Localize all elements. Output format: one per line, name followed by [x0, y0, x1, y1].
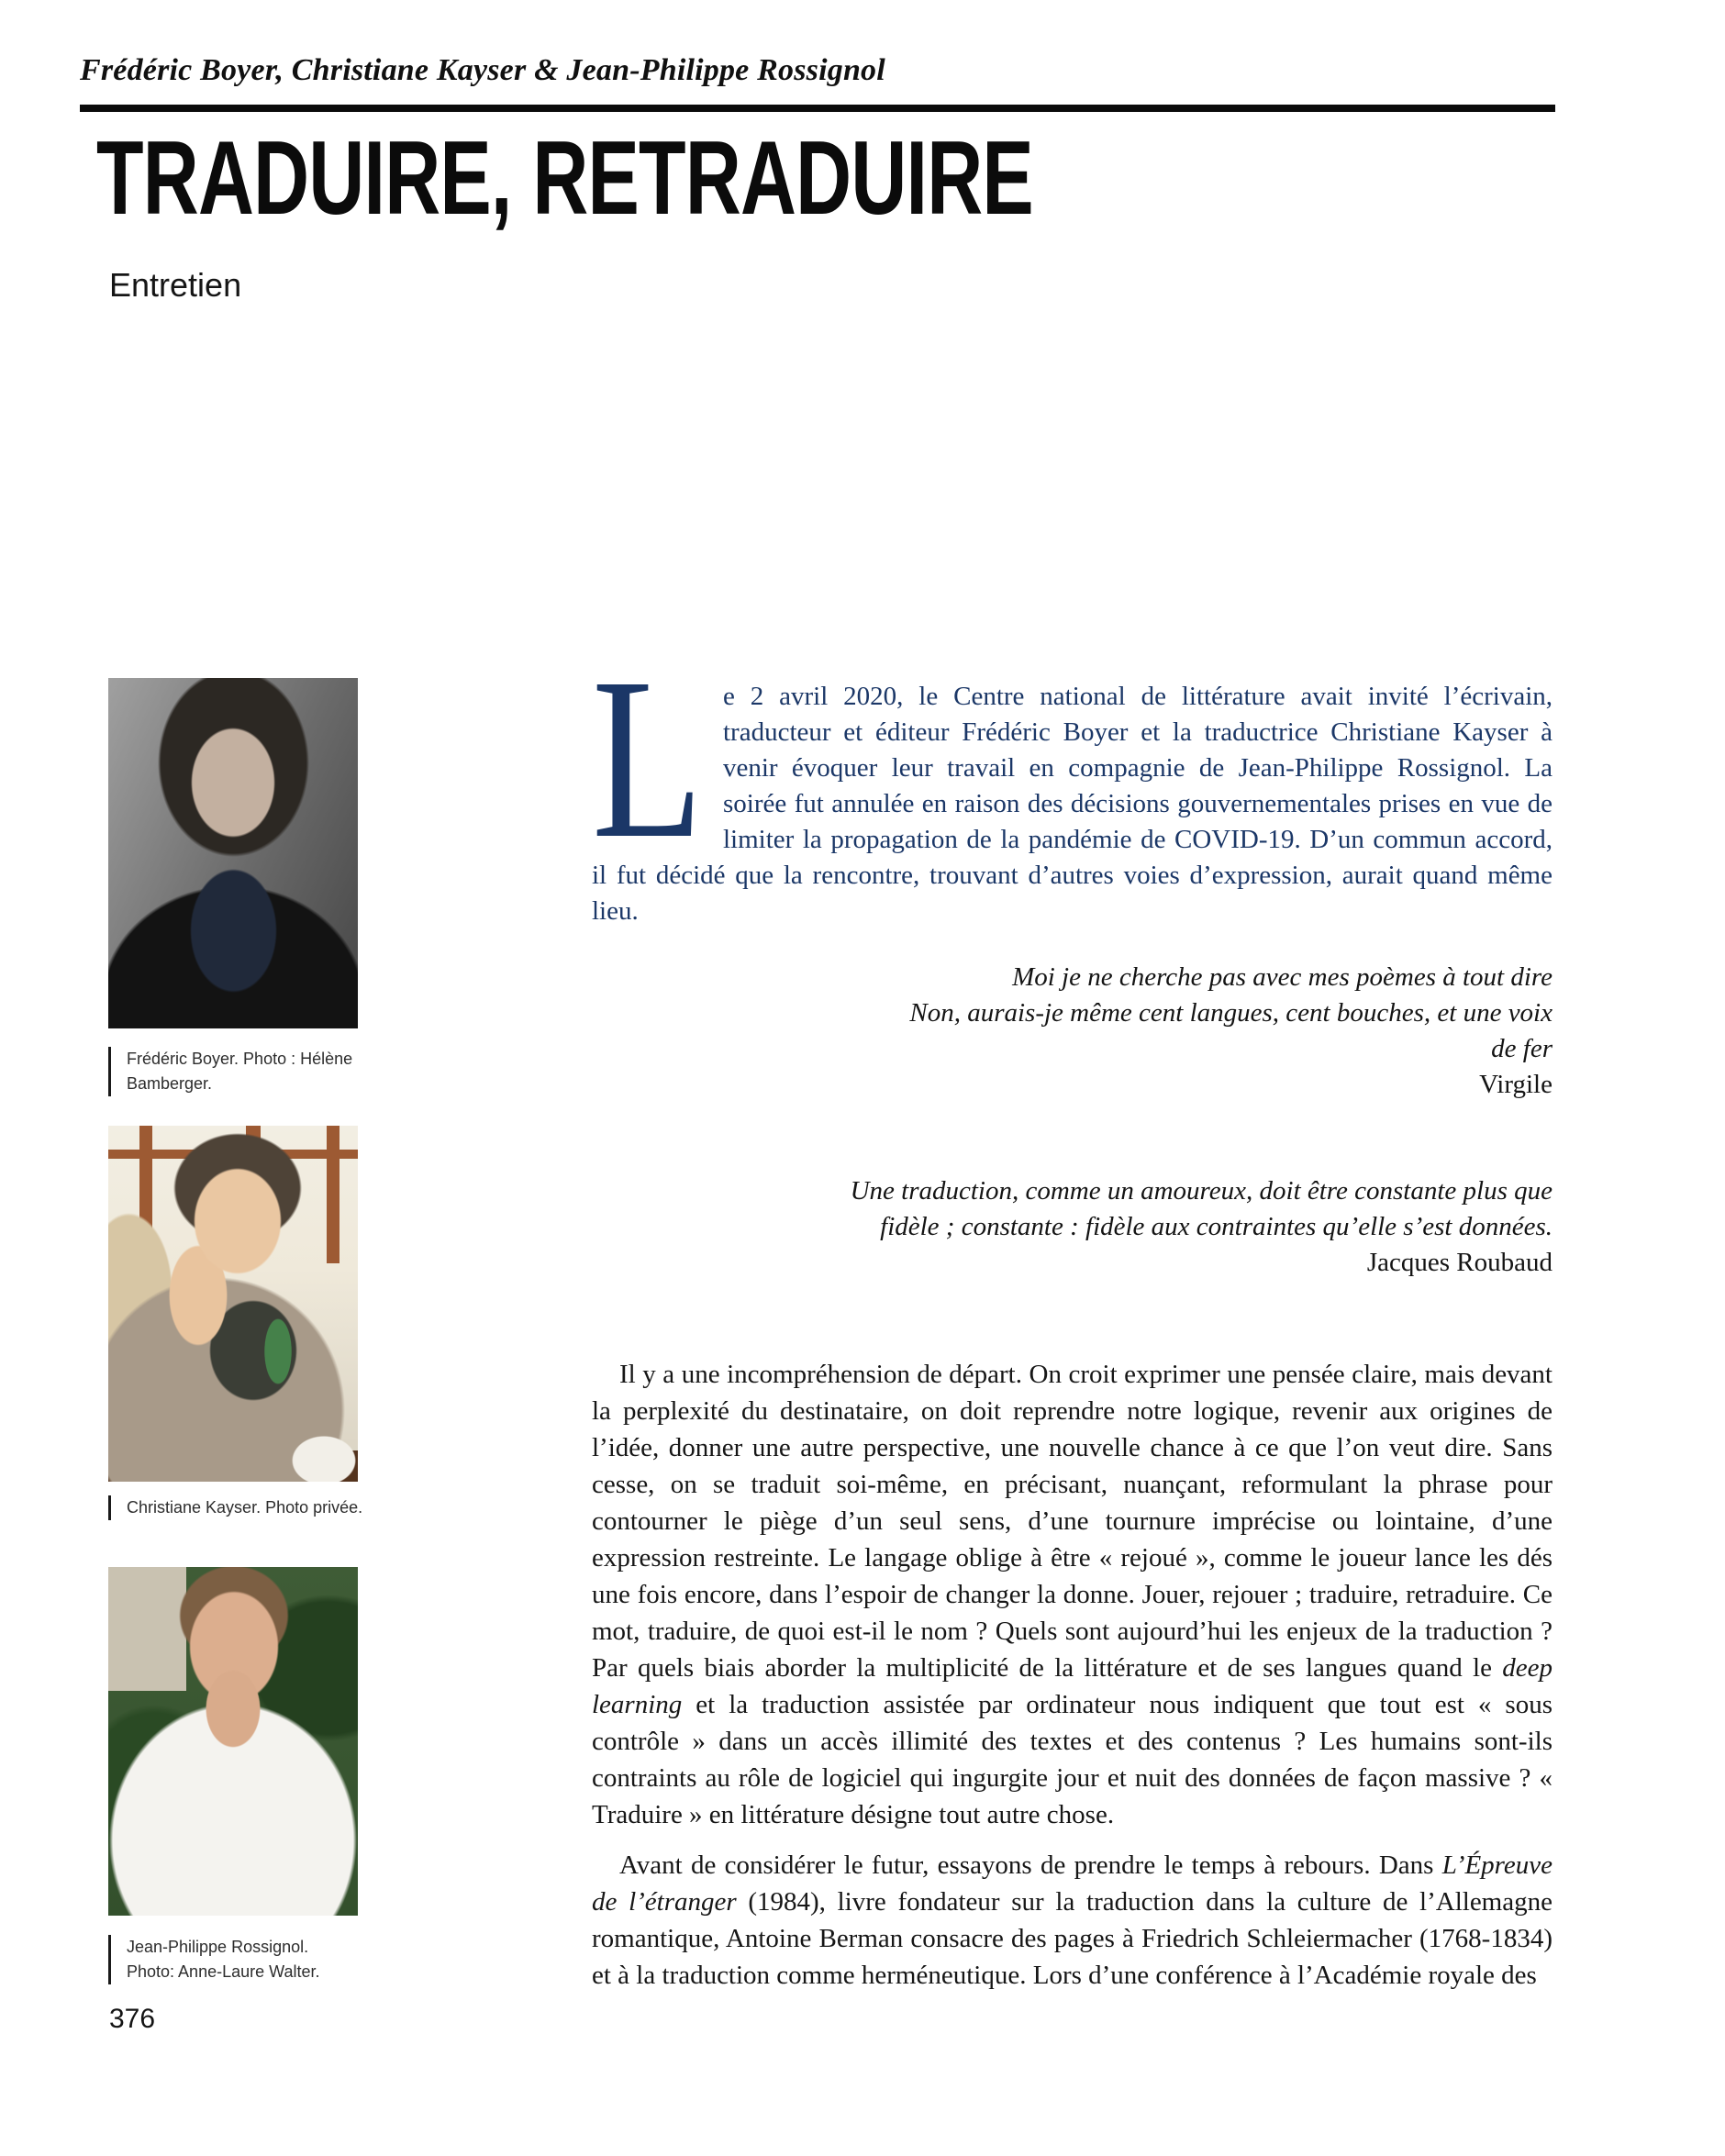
intro-text: e 2 avril 2020, le Centre national de littérature avait invité l’écrivain, traducteur et éditeur Frédéric Boyer et la traductrice Christiane Kayser à venir évoquer leur travail en compagnie de Jean-Philippe Rossignol. La soirée fut annulée en raison des décisions gouvernementales prises en vue de limiter la propagation de la pandémie de COVID-19. D’un commun accord, il fut décidé que la rencontre, trouvant d’autres voies d’expression, aurait quand même lieu. [592, 682, 1552, 926]
epigraph-line: de fer [1491, 1034, 1552, 1063]
genre-label: Entretien [109, 266, 242, 304]
epigraph-line: Une traduction, comme un amoureux, doit être constante plus que [850, 1176, 1552, 1206]
portrait-photo-jean-philippe-rossignol [108, 1567, 358, 1916]
portrait-photo-frederic-boyer [108, 678, 358, 1028]
photo-caption: Frédéric Boyer. Photo : Hélène Bamberger. [108, 1047, 393, 1096]
portrait-photo-christiane-kayser [108, 1126, 358, 1482]
epigraph-line: Non, aurais-je même cent langues, cent bouches, et une voix [909, 998, 1552, 1028]
intro-paragraph [592, 629, 1552, 929]
photo-caption: Jean-Philippe Rossignol. Photo: Anne-Laure Walter. [108, 1935, 356, 1984]
page-title: TRADUIRE, RETRADUIRE [96, 120, 1033, 237]
drop-cap: L [592, 629, 704, 886]
page-number: 376 [109, 2004, 156, 2034]
epigraph-roubaud [592, 1173, 1552, 1281]
epigraph-attribution: Jacques Roubaud [1366, 1248, 1552, 1277]
body-paragraph-2: Avant de considérer le futur, essayons de prendre le temps à rebours. Dans L’Épreuve de l’étranger (1984), livre fondateur sur la traduction dans la culture de l’Allemagne romantique, Antoine Berman consacre des pages à Friedrich Schleiermacher (1768-1834) et à la traduction comme herméneutique. Lors d’une conférence à l’Académie royale des [592, 1850, 1552, 1990]
epigraph-attribution: Virgile [1479, 1070, 1552, 1099]
epigraph-virgile [592, 960, 1552, 1103]
author-line: Frédéric Boyer, Christiane Kayser & Jean-Philippe Rossignol [80, 53, 885, 87]
header-rule [80, 105, 1555, 112]
epigraph-line: Moi je ne cherche pas avec mes poèmes à tout dire [1012, 962, 1552, 992]
epigraph-line: fidèle ; constante : fidèle aux contraintes qu’elle s’est données. [880, 1212, 1552, 1241]
photo-caption: Christiane Kayser. Photo privée. [108, 1495, 429, 1520]
body-paragraph-1: Il y a une incompréhension de départ. On croit exprimer une pensée claire, mais devant la perplexité du destinataire, on doit reprendre notre logique, revenir aux origines de l’idée, donner une autre perspective, une nouvelle chance à ce que l’on veut dire. Sans cesse, on se traduit soi-même, en précisant, nuançant, reformulant la phrase pour contourner le piège d’un seul sens, d’une tournure imprécise ou lointaine, d’une expression restreinte. Le langage oblige à être « rejoué », comme le joueur lance les dés une fois encore, dans l’espoir de changer la donne. Jouer, rejouer ; traduire, retraduire. Ce mot, traduire, de quoi est-il le nom ? Quels sont aujourd’hui les enjeux de la traduction ? Par quels biais aborder la multiplicité de la littérature et de ses langues quand le deep learning et la traduction assistée par ordinateur nous indiquent que tout est « sous contrôle » dans un accès illimité des textes et des contenus ? Les humains sont-ils contraints au rôle de logiciel qui ingurgite jour et nuit des données de façon massive ? « Traduire » en littérature désigne tout autre chose. [592, 1360, 1552, 1829]
